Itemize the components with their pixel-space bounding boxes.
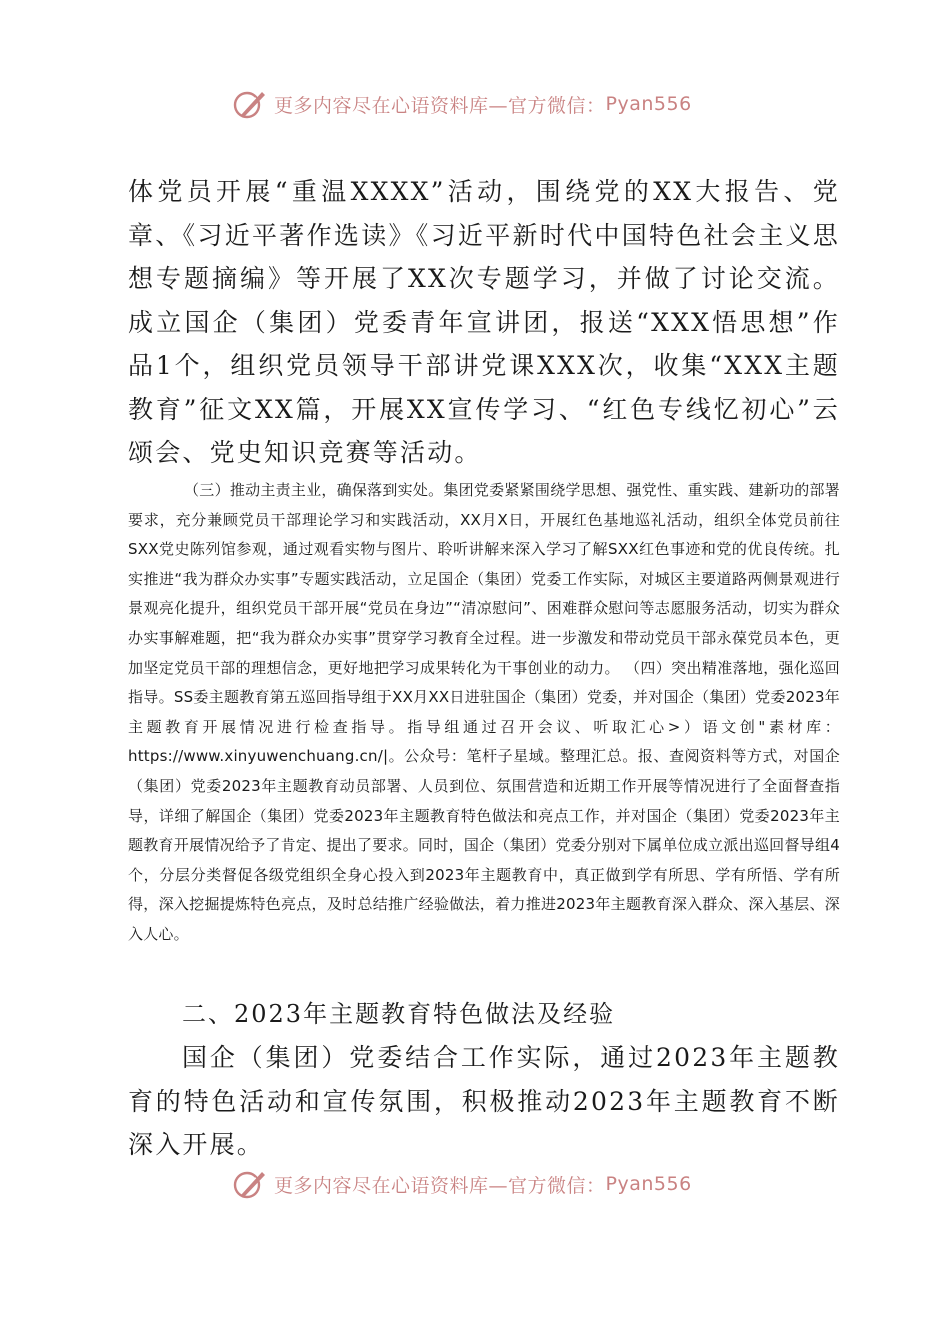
watermark-text: 更多内容尽在心语资料库—官方微信： xyxy=(274,94,606,117)
quill-logo-icon xyxy=(232,1166,268,1202)
watermark-header xyxy=(232,84,692,124)
body-paragraph-2 xyxy=(128,476,840,950)
watermark-wechat-id: Pyan556 xyxy=(605,1173,692,1195)
section-heading-2: 二、2023年主题教育特色做法及经验 xyxy=(182,1000,616,1028)
body-paragraph-1: 体党员开展“重温XXXX”活动，围绕党的XX大报告、党章、《习近平著作选读》《习近平新时代中国特色社会主义思想专题摘编》等开展了XX次专题学习，并做了讨论交流。成立国企（集团）党委青年宣讲团，报送“XXX悟思想”作品1个，组织党员领导干部讲党课XXX次，收集“XXX主题教育”征文XX篇，开展XX宣传学习、“红色专线忆初心”云颂会、党史知识竞赛等活动。 xyxy=(128,177,840,467)
quill-logo-icon xyxy=(232,86,268,122)
watermark-wechat-id: Pyan556 xyxy=(605,93,692,115)
watermark-footer xyxy=(232,1164,692,1204)
body-paragraph-2-text: （三）推动主责主业，确保落到实处。集团党委紧紧围绕学思想、强党性、重实践、建新功的部署要求，充分兼顾党员干部理论学习和实践活动，XX月X日，开展红色基地巡礼活动，组织全体党员前往SXX党史陈列馆参观，通过观看实物与图片、聆听讲解来深入学习了解SXX红色事迹和党的优良传统。扎实推进“我为群众办实事”专题实践活动，立足国企（集团）党委工作实际，对城区主要道路两侧景观进行景观亮化提升，组织党员干部开展“党员在身边”“清凉慰问”、困难群众慰问等志愿服务活动，切实为群众办实事解难题，把“我为群众办实事”贯穿学习教育全过程。进一步激发和带动党员干部永葆党员本色，更加坚定党员干部的理想信念，更好地把学习成果转化为干事创业的动力。 （四）突出精准落地，强化巡回指导。SS委主题教育第五巡回指导组于XX月XX日进驻国企（集团）党委，并对国企（集团）党委2023年主题教育开展情况进行检查指导。指导组通过召开会议、听取汇心>）语文创"素材库：https://www.xinyuwenchuang.cn/|。公众号：笔杆子星域。整理汇总。报、查阅资料等方式，对国企（集团）党委2023年主题教育动员部署、人员到位、氛围营造和近期工作开展等情况进行了全面督查指导，详细了解国企（集团）党委2023年主题教育特色做法和亮点工作，并对国企（集团）党委2023年主题教育开展情况给予了肯定、提出了要求。同时，国企（集团）党委分别对下属单位成立派出巡回督导组4个，分层分类督促各级党组织全身心投入到2023年主题教育中，真正做到学有所思、学有所悟、学有所得，深入挖掘提炼特色亮点，及时总结推广经验做法，着力推进2023年主题教育深入群众、深入基层、深入人心。 xyxy=(128,481,840,943)
body-paragraph-3: 国企（集团）党委结合工作实际，通过2023年主题教育的特色活动和宣传氛围，积极推动2023年主题教育不断深入开展。 xyxy=(128,1043,840,1159)
watermark-text: 更多内容尽在心语资料库—官方微信： xyxy=(274,1174,606,1197)
